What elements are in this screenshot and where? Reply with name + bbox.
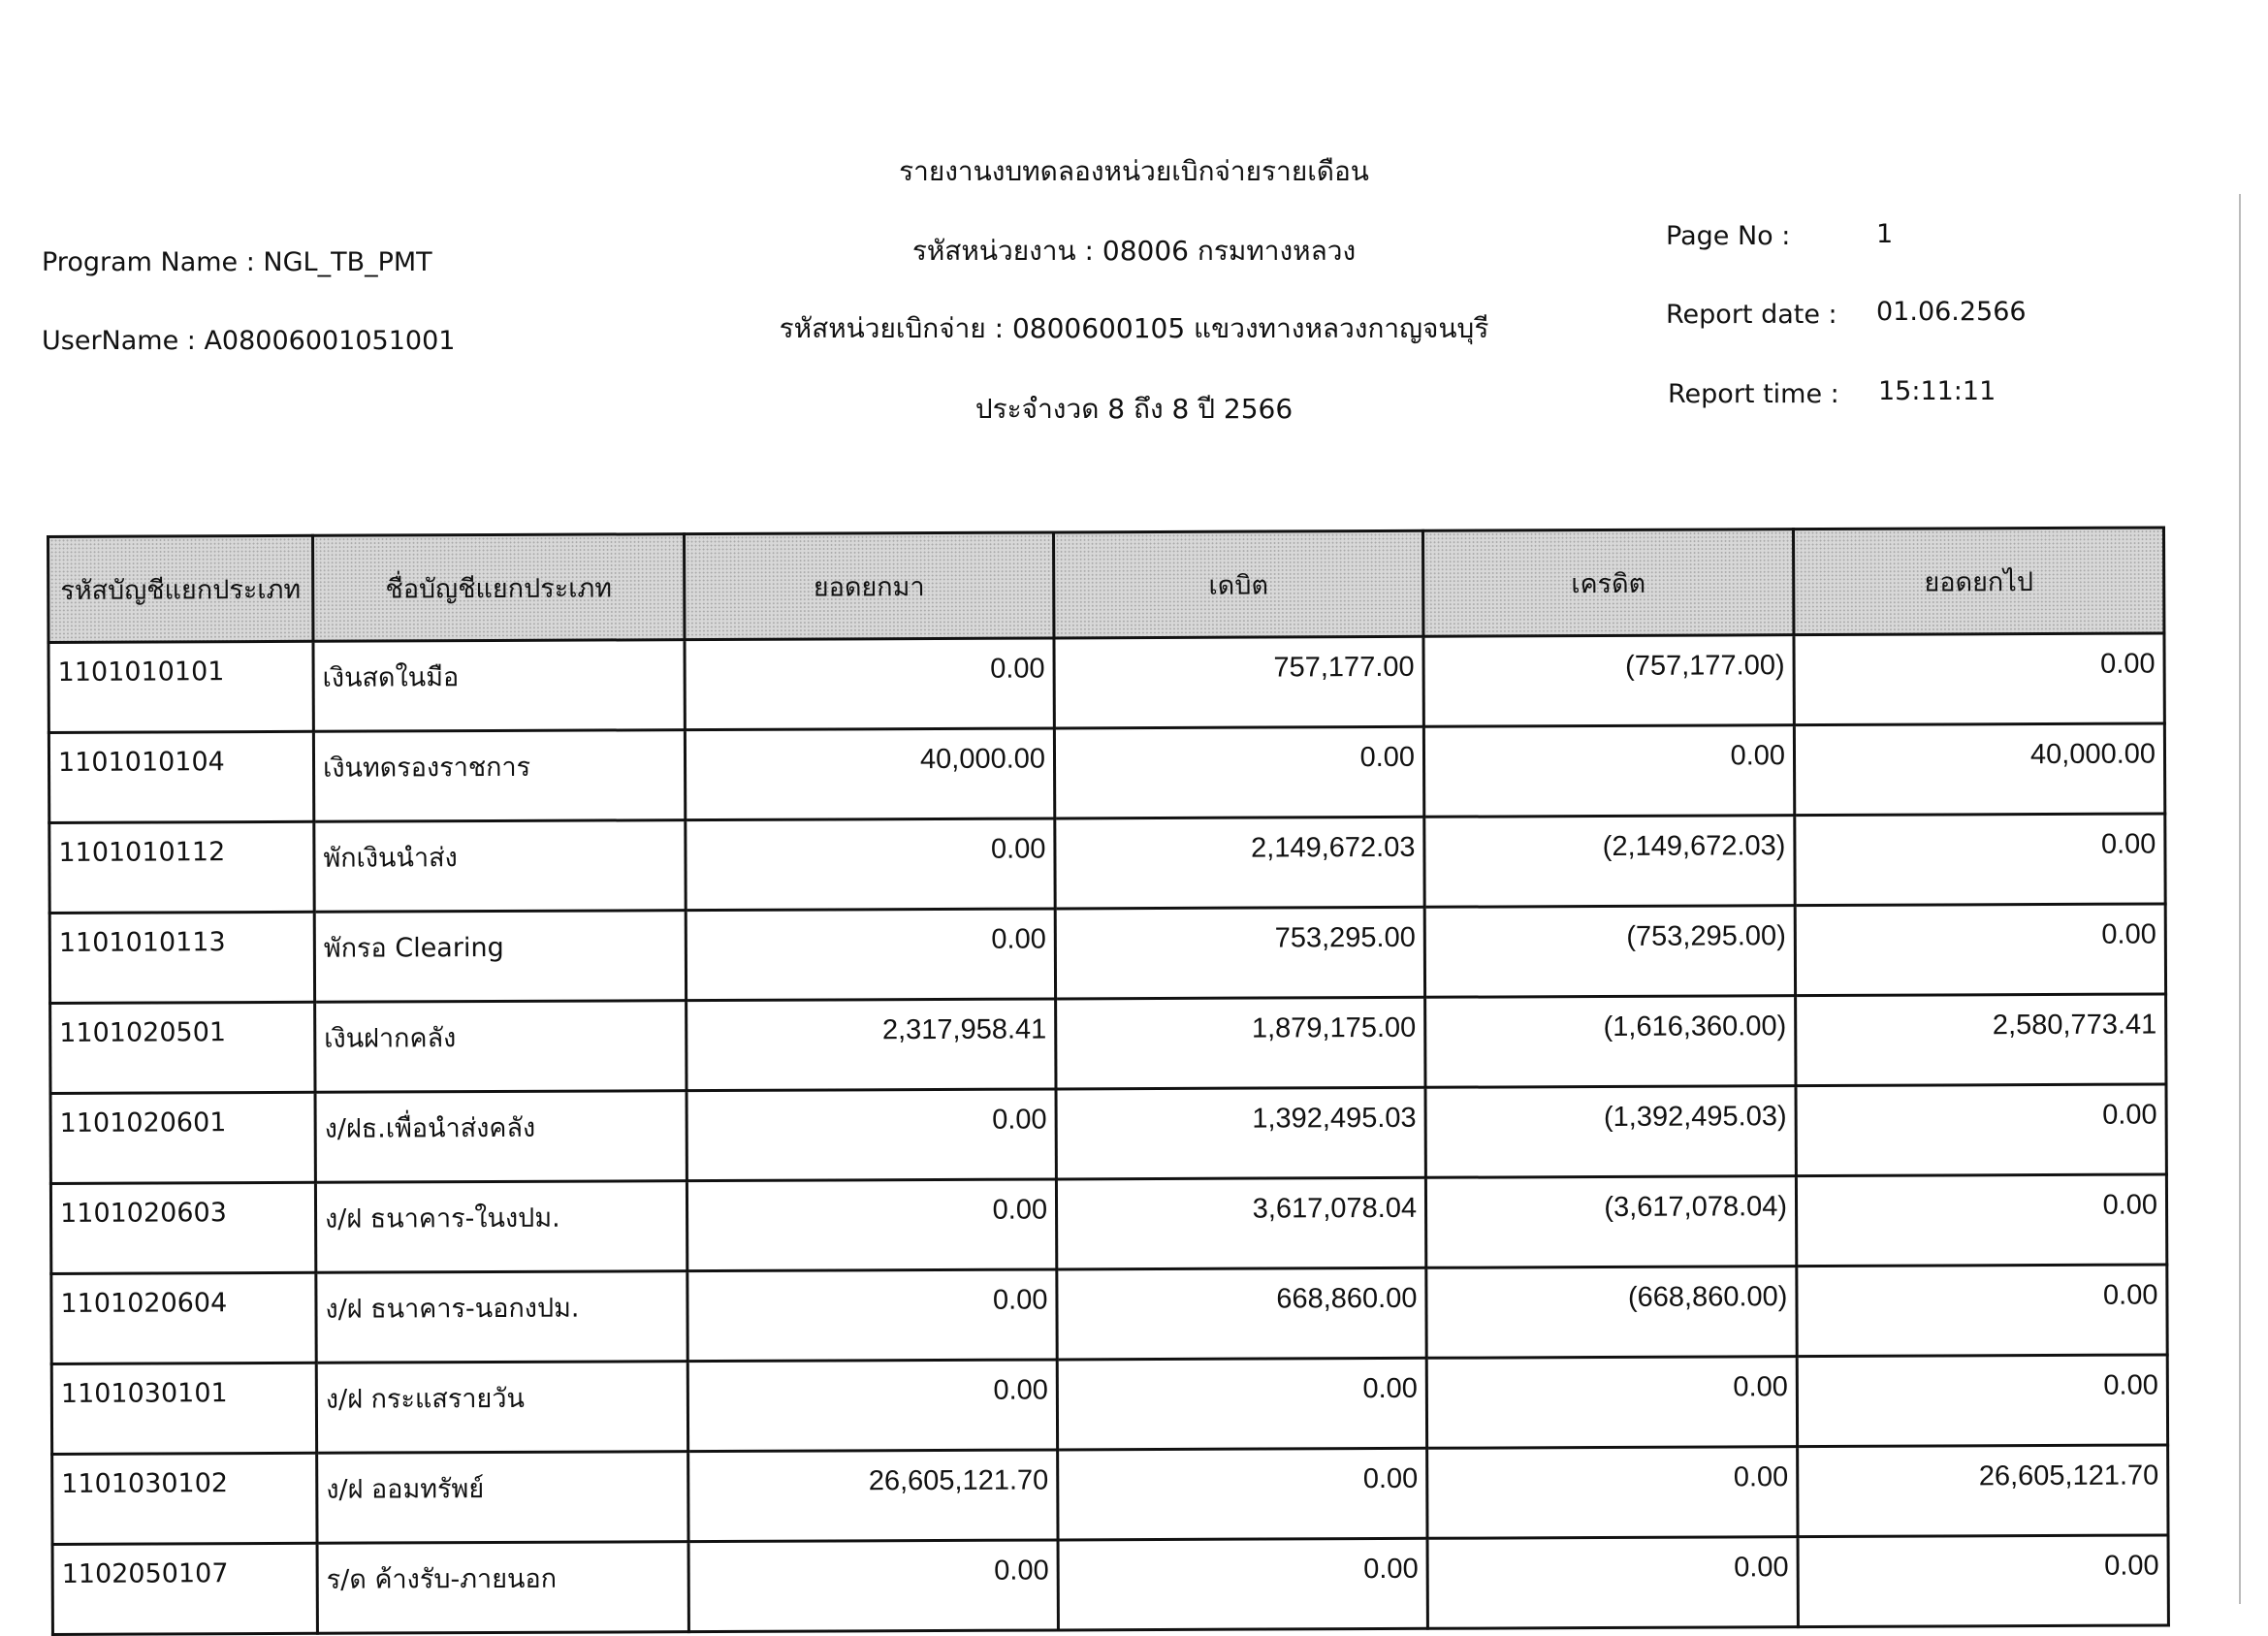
cell-debit: 0.00 (1058, 1448, 1427, 1540)
cell-debit: 0.00 (1054, 726, 1423, 818)
cell-debit: 3,617,078.04 (1056, 1177, 1425, 1269)
disbursing-unit-code: รหัสหน่วยเบิกจ่าย : 0800600105 แขวงทางหลวงกาญจนบุรี (779, 312, 1489, 344)
cell-debit: 1,392,495.03 (1056, 1087, 1425, 1179)
cell-brought-forward: 0.00 (685, 638, 1054, 730)
cell-carried-forward: 0.00 (1797, 1355, 2167, 1447)
trial-balance-table (47, 526, 2170, 1636)
cell-credit: (753,295.00) (1424, 906, 1795, 998)
cell-account-name: ง/ฝ ธนาคาร-นอกงปม. (316, 1271, 687, 1363)
cell-account-code: 1101020601 (50, 1092, 315, 1183)
cell-account-code: 1101020603 (50, 1182, 315, 1273)
cell-account-code: 1101010112 (49, 821, 314, 913)
cell-account-code: 1101030101 (51, 1363, 316, 1454)
cell-carried-forward: 0.00 (1795, 904, 2165, 996)
page-no-value: 1 (1876, 219, 1894, 249)
cell-credit: (757,177.00) (1423, 635, 1794, 727)
cell-carried-forward: 26,605,121.70 (1798, 1445, 2168, 1537)
report-time-value: 15:11:11 (1878, 376, 1996, 406)
cell-debit: 1,879,175.00 (1056, 997, 1425, 1089)
cell-account-name: พักรอ Clearing (314, 911, 686, 1003)
cell-credit: (1,616,360.00) (1425, 996, 1796, 1088)
cell-brought-forward: 0.00 (688, 1540, 1058, 1632)
table-row (50, 994, 2166, 1094)
cell-account-code: 1101010113 (49, 912, 314, 1003)
table-row (49, 814, 2165, 914)
cell-carried-forward: 0.00 (1797, 1265, 2167, 1357)
cell-brought-forward: 0.00 (686, 909, 1055, 1001)
cell-debit: 2,149,672.03 (1055, 817, 1424, 909)
cell-brought-forward: 0.00 (687, 1179, 1056, 1271)
table-row (52, 1445, 2168, 1545)
cell-credit: (1,392,495.03) (1425, 1086, 1796, 1178)
cell-brought-forward: 2,317,958.41 (687, 999, 1056, 1091)
cell-carried-forward: 2,580,773.41 (1796, 994, 2166, 1086)
cell-debit: 668,860.00 (1057, 1267, 1426, 1360)
report-period: ประจำงวด 8 ถึง 8 ปี 2566 (974, 393, 1294, 425)
cell-debit: 757,177.00 (1054, 636, 1423, 728)
table-header-row (48, 528, 2164, 643)
cell-brought-forward: 0.00 (686, 818, 1055, 911)
cell-account-code: 1101030102 (52, 1453, 317, 1544)
cell-carried-forward: 40,000.00 (1794, 723, 2164, 816)
report-date-label: Report date : (1666, 300, 1837, 330)
table-row (51, 1355, 2167, 1455)
user-name: UserName : A08006001051001 (42, 326, 456, 356)
cell-credit: 0.00 (1427, 1447, 1798, 1539)
cell-account-name: เงินสดในมือ (313, 640, 685, 732)
agency-code: รหัสหน่วยงาน : 08006 กรมทางหลวง (911, 235, 1357, 267)
cell-brought-forward: 0.00 (687, 1360, 1057, 1452)
cell-debit: 753,295.00 (1055, 907, 1424, 999)
table-row (48, 723, 2164, 823)
report-title: รายงานงบทดลองหน่วยเบิกจ่ายรายเดือน (899, 155, 1369, 187)
cell-credit: 0.00 (1427, 1537, 1798, 1629)
cell-account-name: ร/ด ค้างรับ-ภายนอก (317, 1542, 688, 1634)
report-time-label: Report time : (1668, 379, 1839, 409)
cell-carried-forward: 0.00 (1795, 814, 2165, 906)
cell-credit: (2,149,672.03) (1424, 816, 1795, 908)
cell-account-code: 1101010104 (48, 731, 313, 822)
cell-debit: 0.00 (1057, 1358, 1426, 1450)
cell-account-name: ง/ฝ กระแสรายวัน (316, 1362, 687, 1454)
col-debit: เดบิต (1053, 530, 1422, 638)
cell-account-name: ง/ฝ ออมทรัพย์ (317, 1452, 688, 1544)
cell-account-code: 1101020604 (51, 1272, 316, 1363)
cell-account-name: เงินทดรองราชการ (313, 730, 685, 822)
cell-account-code: 1102050107 (52, 1543, 317, 1634)
table-row (51, 1265, 2167, 1364)
cell-credit: 0.00 (1423, 725, 1794, 818)
cell-carried-forward: 0.00 (1794, 633, 2164, 725)
cell-carried-forward: 0.00 (1796, 1174, 2166, 1267)
cell-account-name: ง/ฝธ.เพื่อนำส่งคลัง (315, 1091, 687, 1183)
cell-brought-forward: 0.00 (687, 1089, 1056, 1181)
cell-carried-forward: 0.00 (1798, 1535, 2168, 1627)
cell-account-name: เงินฝากคลัง (315, 1001, 687, 1093)
cell-account-code: 1101020501 (50, 1002, 315, 1093)
cell-debit: 0.00 (1058, 1538, 1427, 1630)
report-date-value: 01.06.2566 (1876, 297, 2027, 327)
cell-brought-forward: 40,000.00 (685, 728, 1054, 820)
table-row (50, 1084, 2166, 1184)
page-no-label: Page No : (1666, 221, 1791, 251)
col-carried-forward: ยอดยกไป (1793, 528, 2163, 635)
cell-credit: (668,860.00) (1426, 1267, 1797, 1359)
table-row (48, 633, 2164, 733)
cell-account-name: ง/ฝ ธนาคาร-ในงปม. (315, 1181, 687, 1273)
table-row (49, 904, 2165, 1004)
cell-credit: (3,617,078.04) (1425, 1176, 1796, 1268)
program-name: Program Name : NGL_TB_PMT (42, 247, 432, 277)
table-row (52, 1535, 2168, 1635)
cell-account-name: พักเงินนำส่ง (314, 820, 686, 913)
col-account-code: รหัสบัญชีแยกประเภท (48, 535, 313, 642)
col-account-name: ชื่อบัญชีแยกประเภท (313, 534, 685, 642)
cell-brought-forward: 0.00 (687, 1269, 1057, 1362)
col-credit: เครดิต (1422, 529, 1793, 637)
col-brought-forward: ยอดยกมา (685, 532, 1054, 640)
cell-credit: 0.00 (1426, 1357, 1797, 1449)
cell-brought-forward: 26,605,121.70 (688, 1450, 1058, 1542)
cell-carried-forward: 0.00 (1796, 1084, 2166, 1176)
cell-account-code: 1101010101 (48, 641, 313, 732)
table-row (50, 1174, 2166, 1274)
page-edge-line (2239, 194, 2241, 1604)
